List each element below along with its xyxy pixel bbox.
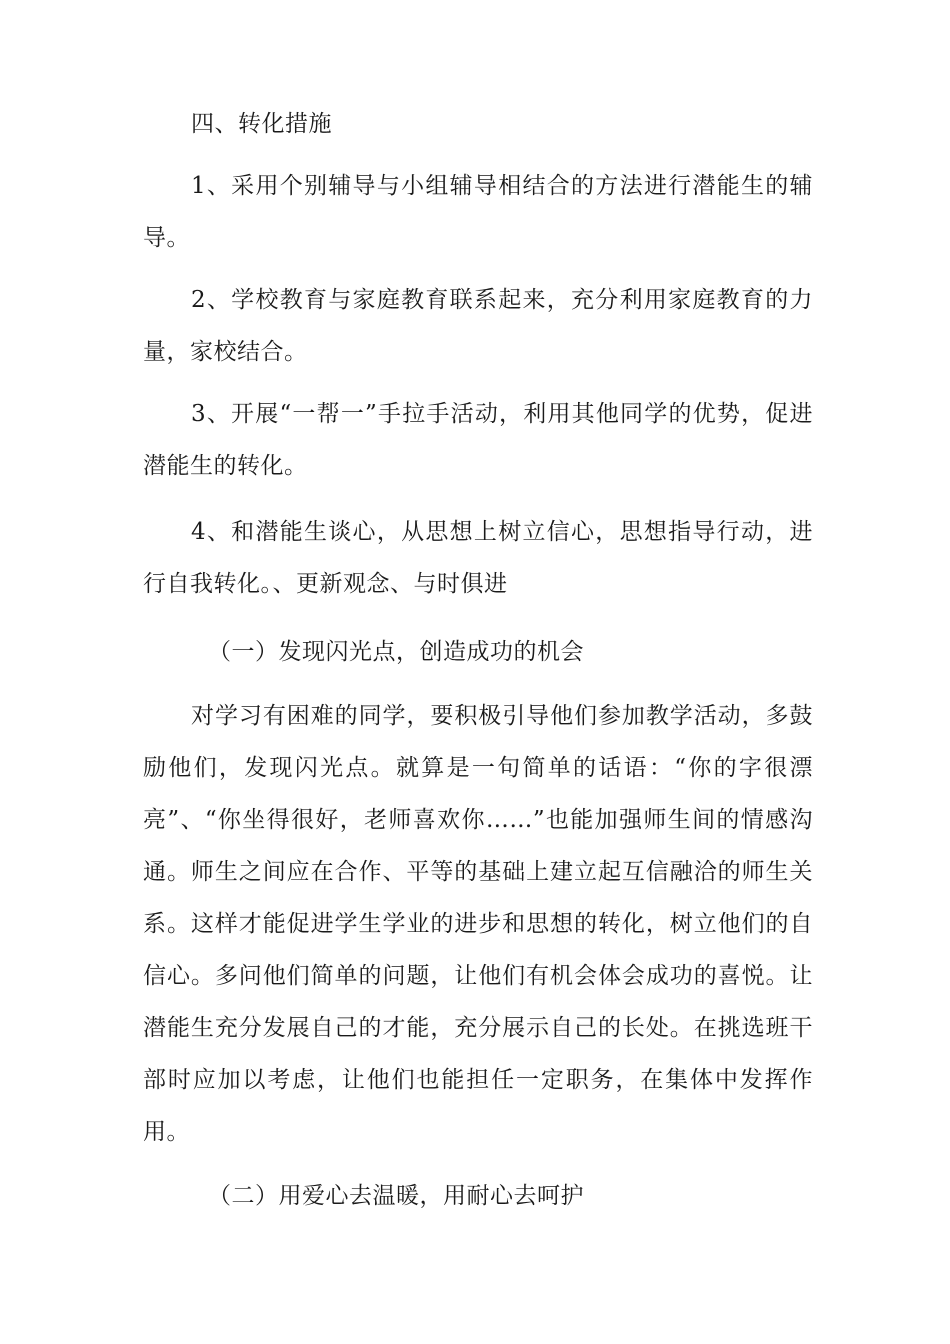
section-heading: 四、转化措施 [191, 111, 332, 137]
measure-item-2: 2、学校教育与家庭教育联系起来，充分利用家庭教育的力量，家校结合。 [143, 287, 813, 365]
measure-item-3: 3、开展“一帮一”手拉手活动，利用其他同学的优势，促进潜能生的转化。 [143, 401, 813, 479]
measure-item-4: 4、和潜能生谈心，从思想上树立信心，思想指导行动，进行自我转化。、更新观念、与时俱进 [143, 519, 813, 597]
subsection-title-1: （一）发现闪光点，创造成功的机会 [208, 639, 584, 665]
subsection-title-2: （二）用爱心去温暖，用耐心去呵护 [208, 1183, 584, 1209]
measure-item-1: 1、采用个别辅导与小组辅导相结合的方法进行潜能生的辅导。 [143, 173, 813, 251]
subsection-body-1: 对学习有困难的同学，要积极引导他们参加教学活动，多鼓励他们，发现闪光点。就算是一句简单的话语：“你的字很漂亮”、“你坐得很好，老师喜欢你……”也能加强师生间的情感沟通。师生之间应在合作、平等的基础上建立起互信融洽的师生关系。这样才能促进学生学业的进步和思想的转化，树立他们的自信心。多问他们简单的问题，让他们有机会体会成功的喜悦。让潜能生充分发展自己的才能，充分展示自己的长处。在挑选班干部时应加以考虑，让他们也能担任一定职务，在集体中发挥作用。 [143, 703, 813, 1145]
